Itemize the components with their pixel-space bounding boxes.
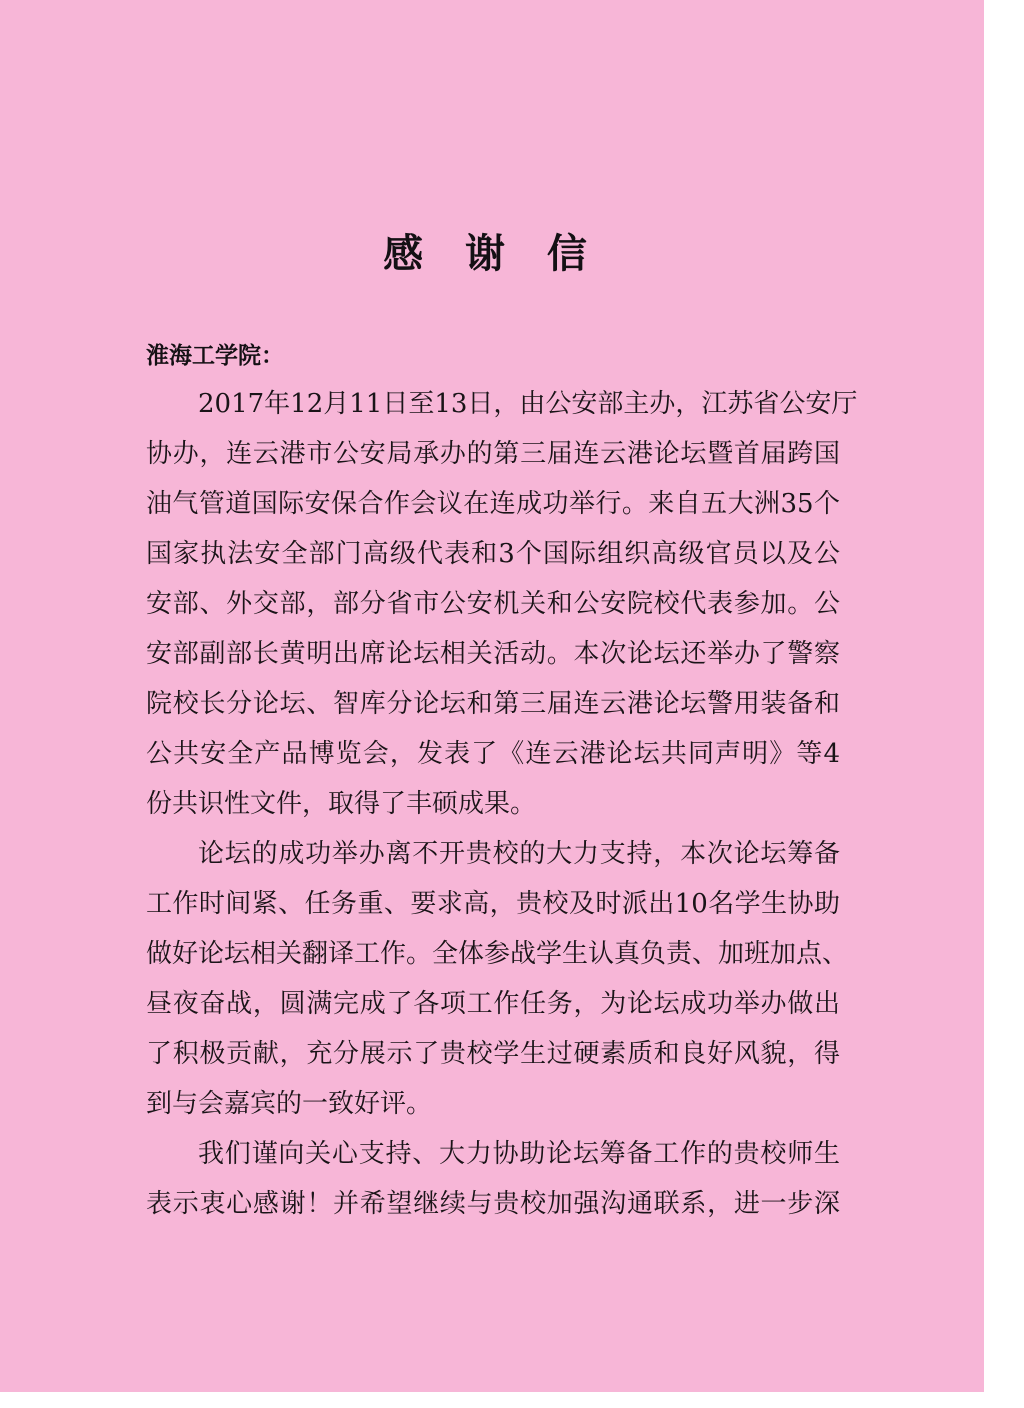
paragraph-line: 表示衷心感谢！并希望继续与贵校加强沟通联系，进一步深 xyxy=(146,1189,840,1219)
paragraph-line: 安部副部长黄明出席论坛相关活动。本次论坛还举办了警察 xyxy=(146,639,840,669)
paragraph-line: 国家执法安全部门高级代表和3个国际组织高级官员以及公 xyxy=(146,539,840,569)
salutation: 淮海工学院： xyxy=(146,343,284,369)
paragraph-line: 昼夜奋战，圆满完成了各项工作任务，为论坛成功举办做出 xyxy=(146,989,840,1019)
paragraph-line: 安部、外交部，部分省市公安机关和公安院校代表参加。公 xyxy=(146,589,840,619)
paragraph-line: 公共安全产品博览会，发表了《连云港论坛共同声明》等4 xyxy=(146,739,840,769)
paragraph-line: 油气管道国际安保合作会议在连成功举行。来自五大洲35个 xyxy=(146,489,840,519)
scan-margin-right xyxy=(984,0,1024,1408)
paragraph-line: 论坛的成功举办离不开贵校的大力支持，本次论坛筹备 xyxy=(198,839,840,869)
paragraph-line: 院校长分论坛、智库分论坛和第三届连云港论坛警用装备和 xyxy=(146,689,840,719)
paragraph-line: 做好论坛相关翻译工作。全体参战学生认真负责、加班加点、 xyxy=(146,939,849,969)
paragraph-line: 2017年12月11日至13日，由公安部主办，江苏省公安厅 xyxy=(198,389,858,419)
paragraph-line: 到与会嘉宾的一致好评。 xyxy=(146,1089,433,1119)
paragraph-line: 我们谨向关心支持、大力协助论坛筹备工作的贵校师生 xyxy=(198,1139,840,1169)
scan-margin-bottom xyxy=(0,1392,1024,1408)
paragraph-line: 份共识性文件，取得了丰硕成果。 xyxy=(146,789,537,819)
letter-title: 感 谢 信 xyxy=(383,230,601,277)
paragraph-line: 协办，连云港市公安局承办的第三届连云港论坛暨首届跨国 xyxy=(146,439,840,469)
paragraph-line: 了积极贡献，充分展示了贵校学生过硬素质和良好风貌，得 xyxy=(146,1039,840,1069)
paragraph-line: 工作时间紧、任务重、要求高，贵校及时派出10名学生协助 xyxy=(146,889,840,919)
